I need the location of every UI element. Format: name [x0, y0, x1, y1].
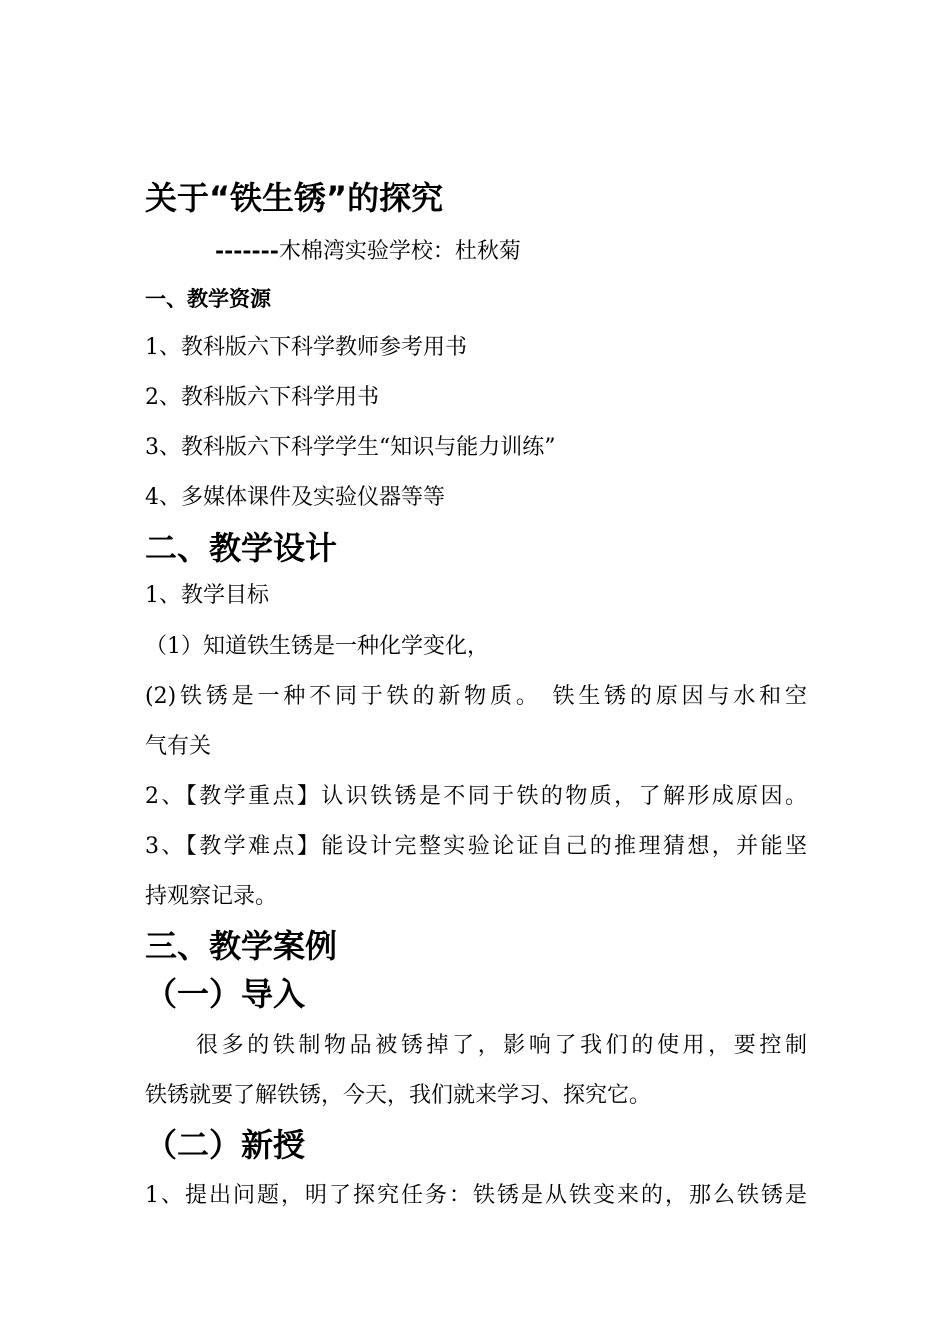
- section-heading-design: 二、教学设计: [145, 529, 338, 567]
- author-line: [215, 236, 807, 267]
- resource-item: 2、教科版六下科学用书: [145, 385, 379, 410]
- section-heading-cases: 三、教学案例: [145, 927, 338, 965]
- key-point: 2、【教学重点】认识铁锈是不同于铁的物质，了解形成原因。: [145, 784, 807, 809]
- author-name: 木棉湾实验学校：杜秋菊: [278, 239, 521, 264]
- goal-label: 1、教学目标: [145, 583, 269, 608]
- resource-item: 1、教科版六下科学教师参考用书: [145, 335, 467, 360]
- goal-item-1: （1）知道铁生锈是一种化学变化，: [145, 634, 489, 659]
- subheading-intro: （一）导入: [145, 975, 306, 1013]
- section-heading-resources: 一、教学资源: [145, 287, 271, 311]
- intro-paragraph-line-1: 很多的铁制物品被锈掉了，影响了我们的使用，要控制: [196, 1033, 807, 1058]
- resource-item: 3、教科版六下科学学生“知识与能力训练”: [145, 435, 556, 460]
- document-title: 关于“铁生锈”的探究: [145, 179, 444, 217]
- difficulty-line-2: 持观察记录。: [145, 884, 278, 909]
- difficulty-line-1: 3、【教学难点】能设计完整实验论证自己的推理猜想，并能坚: [145, 834, 807, 859]
- intro-paragraph-line-2: 铁锈就要了解铁锈，今天，我们就来学习、探究它。: [145, 1083, 652, 1108]
- goal-item-2-line-1: (2)铁锈是一种不同于铁的新物质。 铁生锈的原因与水和空: [145, 684, 807, 709]
- subheading-new-lesson: （二）新授: [145, 1126, 306, 1164]
- goal-item-2-line-2: 气有关: [145, 734, 212, 759]
- author-dashes: -------: [215, 238, 279, 264]
- resource-item: 4、多媒体课件及实验仪器等等: [145, 485, 445, 510]
- new-lesson-line-1: 1、提出问题，明了探究任务：铁锈是从铁变来的，那么铁锈是: [145, 1183, 807, 1208]
